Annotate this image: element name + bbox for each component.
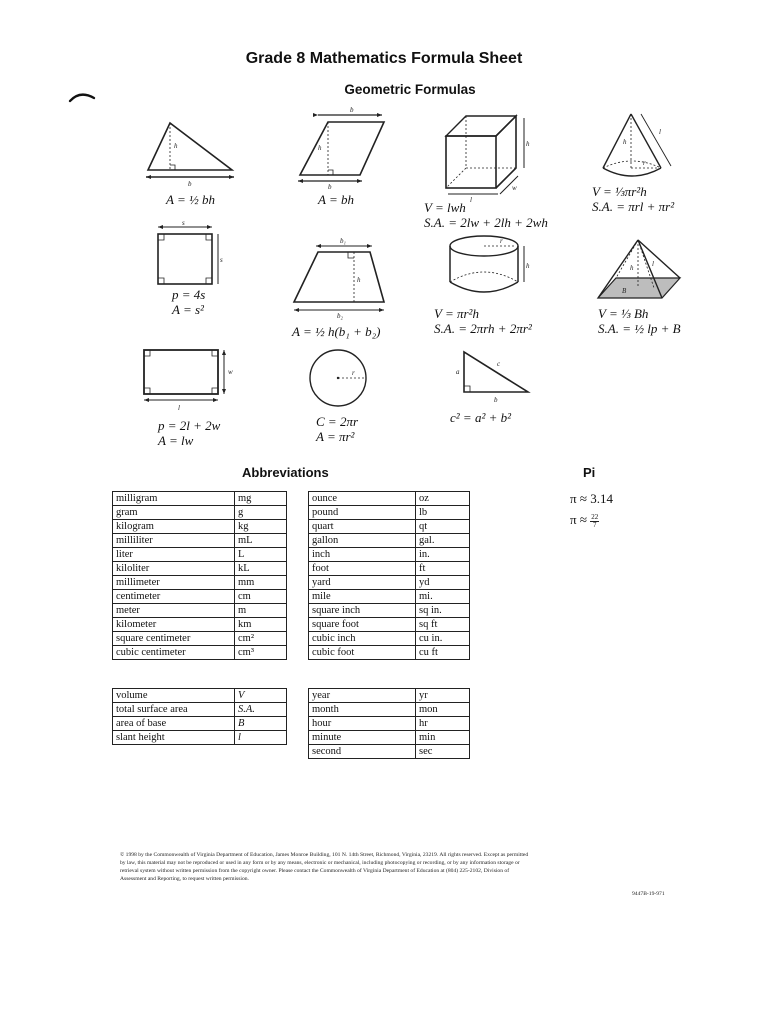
circle-label-r: r [352, 369, 355, 377]
unit-abbr: cm² [235, 632, 287, 646]
unit-abbr: mi. [416, 590, 470, 604]
unit-abbr: m [235, 604, 287, 618]
pyramid-label-l: l [652, 260, 654, 268]
trapezoid-label-h: h [357, 276, 361, 284]
unit-abbr: cm [235, 590, 287, 604]
table-row [113, 717, 287, 731]
table-row [113, 604, 287, 618]
unit-abbr: sq ft [416, 618, 470, 632]
table-row [309, 562, 470, 576]
term-name: volume [113, 689, 235, 703]
term-name: month [309, 703, 416, 717]
pi-fraction-numerator: 22 [591, 512, 599, 521]
pi-fraction [570, 512, 599, 529]
unit-name: square foot [309, 618, 416, 632]
triangle-label-h: h [174, 142, 178, 150]
unit-name: kiloliter [113, 562, 235, 576]
term-name: slant height [113, 731, 235, 745]
unit-abbr: mg [235, 492, 287, 506]
table-row [309, 745, 470, 759]
unit-name: gallon [309, 534, 416, 548]
table-row [113, 618, 287, 632]
term-name: area of base [113, 717, 235, 731]
unit-abbr: L [235, 548, 287, 562]
unit-name: cubic foot [309, 646, 416, 660]
pi-fraction-prefix: π ≈ [570, 512, 587, 527]
formula-line: c² = a² + b² [450, 410, 512, 425]
unit-abbr: ft [416, 562, 470, 576]
table-row [113, 731, 287, 745]
table-row [113, 703, 287, 717]
cone-label-l: l [659, 128, 661, 136]
rectangle-label-l: l [178, 404, 180, 412]
unit-name: quart [309, 520, 416, 534]
cone-label-r: r [643, 159, 646, 167]
prism-label-l: l [470, 196, 472, 204]
unit-abbr: kg [235, 520, 287, 534]
unit-name: ounce [309, 492, 416, 506]
rectangle-label-w: w [228, 368, 233, 376]
unit-name: square centimeter [113, 632, 235, 646]
square-formulas [172, 287, 205, 317]
table-row [309, 703, 470, 717]
page-title: Grade 8 Mathematics Formula Sheet [245, 50, 523, 67]
table-row [113, 632, 287, 646]
pi-decimal: π ≈ 3.14 [570, 491, 613, 506]
right-triangle-label-b: b [494, 396, 498, 404]
formula-line: p = 4s [172, 287, 206, 302]
prism-label-h: h [526, 140, 530, 148]
formula-line: S.A. = 2lw + 2lh + 2wh [424, 215, 548, 230]
table-row [309, 492, 470, 506]
unit-abbr: km [235, 618, 287, 632]
cylinder-figure [444, 232, 539, 300]
term-abbr: sec [416, 745, 470, 759]
table-row [309, 689, 470, 703]
term-abbr: S.A. [235, 703, 287, 717]
unit-name: yard [309, 576, 416, 590]
formula-line: V = lwh [424, 200, 466, 215]
triangle-label-b: b [188, 180, 192, 188]
unit-abbr: qt [416, 520, 470, 534]
table-row [309, 534, 470, 548]
copyright-notice: © 1998 by the Commonwealth of Virginia Department of Education, James Monroe Building, 101 N. 14th Street, Richmond, Virginia, 23219. All rights reserved. Except as permitted by law, this material may not be reproduced or used in any form or by any means, electronic or mechanical, including photocopying or recording, or by any information storage or retrieval system without written permission from the copyright owner. Please contact the Commonwealth of Virginia Department of Education at (804) 225-2102, Division of Assessment and Reporting, to request written permission. [120, 852, 529, 882]
rectangle-figure [140, 346, 240, 416]
table-row [309, 506, 470, 520]
table-row [309, 646, 470, 660]
table-row [309, 731, 470, 745]
parallelogram-formulas [318, 192, 354, 207]
table-row [113, 590, 287, 604]
term-abbr: mon [416, 703, 470, 717]
rectangular-prism-figure [440, 110, 545, 202]
unit-abbr: in. [416, 548, 470, 562]
formula-line: A = ½ h(b₁ + b₂) [292, 324, 381, 339]
unit-abbr: mm [235, 576, 287, 590]
unit-name: millimeter [113, 576, 235, 590]
triangle-figure [140, 115, 240, 190]
term-name: total surface area [113, 703, 235, 717]
metric-abbreviations-table [112, 491, 287, 660]
table-row [309, 576, 470, 590]
triangle-formulas [166, 192, 215, 207]
formula-line: A = s² [172, 302, 204, 317]
customary-abbreviations-table [308, 491, 470, 660]
table-row [113, 548, 287, 562]
cylinder-formulas [434, 306, 532, 336]
table-row [309, 618, 470, 632]
formula-line: A = bh [318, 192, 354, 207]
unit-name: pound [309, 506, 416, 520]
pi-fraction-denominator: 7 [592, 520, 597, 529]
term-name: year [309, 689, 416, 703]
table-row [309, 604, 470, 618]
formula-line: V = πr²h [434, 306, 479, 321]
unit-name: cubic inch [309, 632, 416, 646]
term-abbr: min [416, 731, 470, 745]
term-abbr: B [235, 717, 287, 731]
prism-label-w: w [512, 184, 517, 192]
unit-name: centimeter [113, 590, 235, 604]
unit-name: foot [309, 562, 416, 576]
cone-formulas [592, 184, 674, 214]
term-name: hour [309, 717, 416, 731]
formula-line: p = 2l + 2w [158, 418, 221, 433]
table-row [309, 520, 470, 534]
table-row [309, 590, 470, 604]
unit-abbr: gal. [416, 534, 470, 548]
cylinder-label-r: r [500, 237, 503, 245]
abbreviations-heading: Abbreviations [242, 465, 329, 480]
unit-name: inch [309, 548, 416, 562]
term-name: second [309, 745, 416, 759]
trapezoid-label-b1: b₁ [340, 237, 346, 245]
unit-name: cubic centimeter [113, 646, 235, 660]
unit-abbr: g [235, 506, 287, 520]
unit-name: milligram [113, 492, 235, 506]
formula-line: S.A. = πrl + πr² [592, 199, 675, 214]
table-row [113, 506, 287, 520]
term-abbr: V [235, 689, 287, 703]
unit-name: kilometer [113, 618, 235, 632]
table-row [113, 492, 287, 506]
unit-abbr: mL [235, 534, 287, 548]
unit-name: mile [309, 590, 416, 604]
circle-figure [304, 346, 374, 412]
formula-line: A = ½ bh [166, 192, 215, 207]
rectangle-formulas [158, 418, 220, 448]
pyramid-formulas [598, 306, 681, 336]
cone-label-h: h [623, 138, 627, 146]
unit-name: kilogram [113, 520, 235, 534]
cone-figure [597, 110, 687, 185]
unit-name: meter [113, 604, 235, 618]
formula-line: A = πr² [316, 429, 355, 444]
time-abbreviations-table [308, 688, 470, 759]
document-code: 9447B-19-971 [632, 891, 665, 897]
pyramid-label-h: h [630, 264, 634, 272]
table-row [113, 576, 287, 590]
term-name: minute [309, 731, 416, 745]
square-label-top: s [182, 219, 185, 227]
unit-name: gram [113, 506, 235, 520]
formula-line: C = 2πr [316, 414, 359, 429]
unit-abbr: sq in. [416, 604, 470, 618]
square-label-side: s [220, 256, 223, 264]
parallelogram-figure [290, 105, 390, 190]
table-row [309, 632, 470, 646]
trapezoid-formulas [292, 324, 380, 339]
trapezoid-figure [290, 238, 390, 320]
geometry-abbreviations-table [112, 688, 287, 745]
unit-name: milliliter [113, 534, 235, 548]
right-triangle-formulas [450, 410, 511, 425]
right-triangle-figure [450, 346, 535, 408]
trapezoid-label-b2: b₂ [337, 312, 343, 320]
term-abbr: l [235, 731, 287, 745]
unit-name: square inch [309, 604, 416, 618]
table-row [113, 562, 287, 576]
section-title-geometric-formulas: Geometric Formulas [344, 82, 476, 97]
table-row [113, 534, 287, 548]
pyramid-figure [594, 236, 689, 302]
formula-line: V = ⅓πr²h [592, 184, 647, 199]
term-abbr: hr [416, 717, 470, 731]
table-row [113, 646, 287, 660]
table-row [309, 717, 470, 731]
cylinder-label-h: h [526, 262, 530, 270]
pi-heading: Pi [583, 465, 596, 480]
prism-formulas [424, 200, 548, 230]
right-triangle-label-c: c [497, 360, 501, 368]
unit-abbr: yd [416, 576, 470, 590]
parallelogram-label-bottom: b [328, 183, 332, 191]
unit-abbr: lb [416, 506, 470, 520]
table-row [113, 520, 287, 534]
table-row [113, 689, 287, 703]
unit-abbr: oz [416, 492, 470, 506]
pyramid-label-base: B [622, 287, 627, 295]
parallelogram-label-h: h [318, 144, 322, 152]
pi-fraction-value [590, 514, 599, 529]
unit-abbr: kL [235, 562, 287, 576]
circle-formulas [316, 414, 358, 444]
formula-line: V = ⅓ Bh [598, 306, 649, 321]
table-row [309, 548, 470, 562]
term-abbr: yr [416, 689, 470, 703]
square-figure [150, 219, 225, 290]
unit-abbr: cu ft [416, 646, 470, 660]
formula-line: A = lw [158, 433, 194, 448]
unit-name: liter [113, 548, 235, 562]
parallelogram-label-top: b [350, 106, 354, 114]
formula-line: S.A. = ½ lp + B [598, 321, 681, 336]
formula-line: S.A. = 2πrh + 2πr² [434, 321, 532, 336]
unit-abbr: cm³ [235, 646, 287, 660]
right-triangle-label-a: a [456, 368, 460, 376]
unit-abbr: cu in. [416, 632, 470, 646]
